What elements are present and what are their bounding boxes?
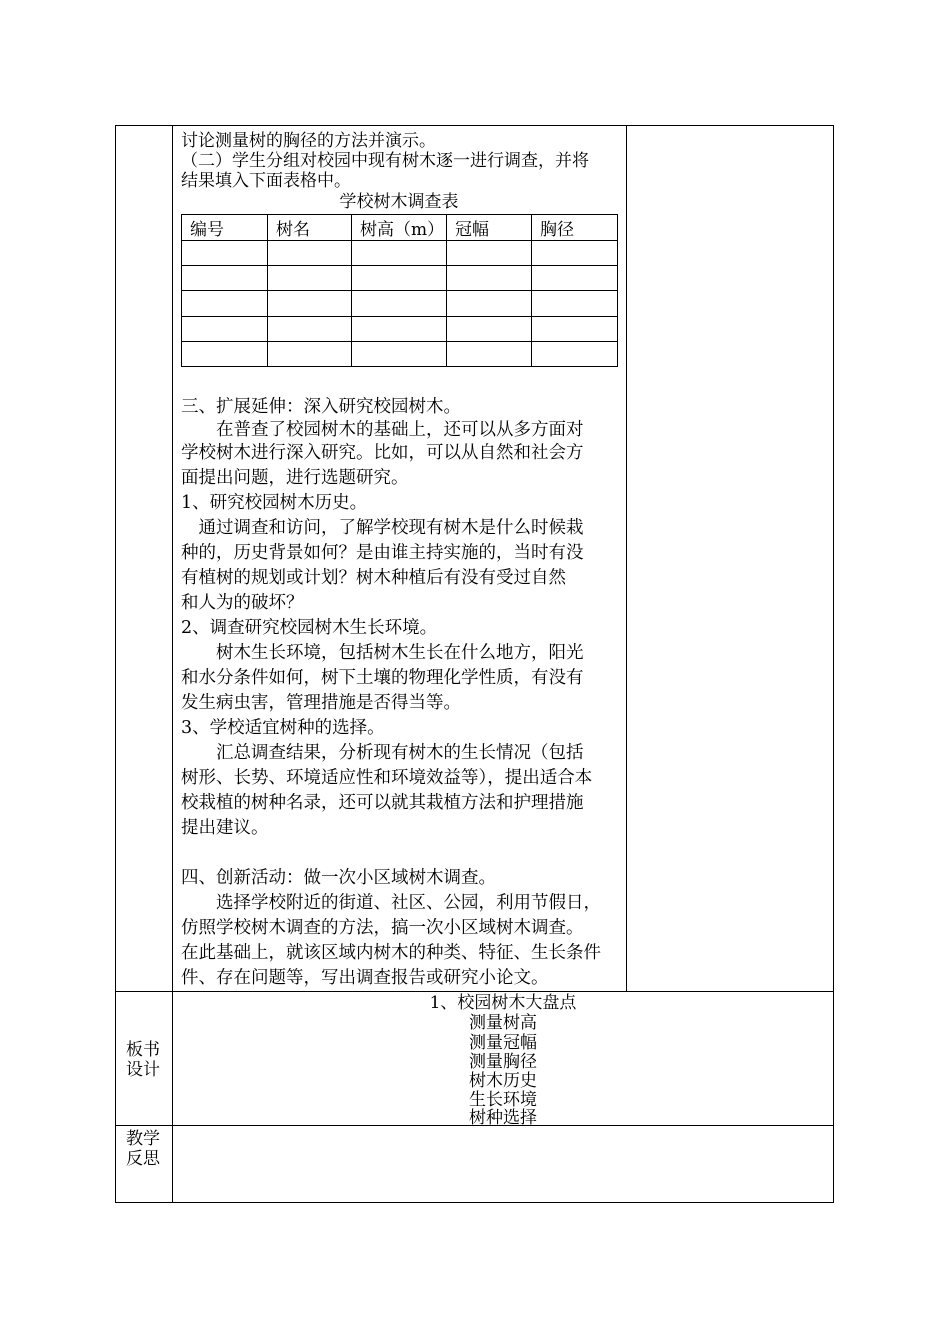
survey-cell[interactable] xyxy=(532,316,618,341)
intro-line-3: 结果填入下面表格中。 xyxy=(181,171,351,191)
board-line: 测量胸径 xyxy=(469,1052,537,1072)
body-line: 四、创新活动：做一次小区域树木调查。 xyxy=(181,868,496,888)
survey-header-cell: 树高（m） xyxy=(352,215,447,241)
border-row1-bottom xyxy=(115,991,834,992)
survey-cell[interactable] xyxy=(268,316,352,341)
body-line: 有植树的规划或计划？树木种植后有没有受过自然 xyxy=(181,568,566,588)
survey-cell[interactable] xyxy=(447,266,532,291)
body-line: 学校树木进行深入研究。比如，可以从自然和社会方 xyxy=(181,443,584,463)
survey-cell[interactable] xyxy=(352,241,447,266)
survey-row xyxy=(182,341,618,366)
body-line: 选择学校附近的街道、社区、公园，利用节假日， xyxy=(181,893,601,913)
survey-row xyxy=(182,291,618,316)
body-line: 在此基础上，就该区域内树木的种类、特征、生长条件 xyxy=(181,943,601,963)
survey-cell[interactable] xyxy=(268,341,352,366)
survey-title: 学校树木调查表 xyxy=(339,192,459,212)
body-line: 发生病虫害，管理措施是否得当等。 xyxy=(181,693,461,713)
survey-cell[interactable] xyxy=(532,266,618,291)
body-line: 3、学校适宜树种的选择。 xyxy=(181,718,385,738)
reflection-label-1: 教学 xyxy=(126,1129,160,1149)
body-line: 校栽植的树种名录，还可以就其栽植方法和护理措施 xyxy=(181,793,584,813)
survey-header-cell: 树名 xyxy=(268,215,352,241)
board-line: 测量冠幅 xyxy=(469,1033,537,1053)
survey-cell[interactable] xyxy=(447,316,532,341)
survey-row xyxy=(182,316,618,341)
body-line: 和人为的破坏？ xyxy=(181,593,304,613)
survey-cell[interactable] xyxy=(352,291,447,316)
body-line: 提出建议。 xyxy=(181,818,269,838)
survey-cell[interactable] xyxy=(352,341,447,366)
board-line: 生长环境 xyxy=(469,1090,537,1110)
survey-cell[interactable] xyxy=(352,316,447,341)
survey-cell[interactable] xyxy=(268,266,352,291)
survey-header-cell: 冠幅 xyxy=(447,215,532,241)
body-line: 面提出问题，进行选题研究。 xyxy=(181,468,409,488)
survey-cell[interactable] xyxy=(352,266,447,291)
survey-row xyxy=(182,266,618,291)
board-label-2: 设计 xyxy=(126,1060,160,1080)
intro-line-1: 讨论测量树的胸径的方法并演示。 xyxy=(181,131,436,151)
survey-row xyxy=(182,241,618,266)
survey-cell[interactable] xyxy=(447,291,532,316)
board-label-1: 板书 xyxy=(126,1040,160,1060)
border-col2 xyxy=(626,125,627,992)
survey-header-cell: 胸径 xyxy=(532,215,618,241)
border-top xyxy=(115,125,834,126)
body-line: 树形、长势、环境适应性和环境效益等），提出适合本 xyxy=(181,768,593,788)
body-line: 件、存在问题等，写出调查报告或研究小论文。 xyxy=(181,968,549,988)
body-line: 树木生长环境，包括树木生长在什么地方，阳光 xyxy=(181,643,584,663)
survey-cell[interactable] xyxy=(447,241,532,266)
board-line: 树木历史 xyxy=(469,1071,537,1091)
border-bottom xyxy=(115,1202,834,1203)
survey-cell[interactable] xyxy=(182,241,268,266)
body-line: 汇总调查结果，分析现有树木的生长情况（包括 xyxy=(181,743,584,763)
survey-cell[interactable] xyxy=(532,291,618,316)
board-line: 测量树高 xyxy=(469,1013,537,1033)
board-line: 树种选择 xyxy=(469,1108,537,1128)
survey-cell[interactable] xyxy=(532,341,618,366)
survey-header-cell: 编号 xyxy=(182,215,268,241)
body-line: 仿照学校树木调查的方法，搞一次小区域树木调查。 xyxy=(181,918,584,938)
survey-cell[interactable] xyxy=(182,266,268,291)
survey-header-row xyxy=(182,215,618,241)
body-line: 种的，历史背景如何？是由谁主持实施的，当时有没 xyxy=(181,543,584,563)
survey-cell[interactable] xyxy=(268,241,352,266)
survey-cell[interactable] xyxy=(182,341,268,366)
border-right xyxy=(833,125,834,1203)
body-line: 2、调查研究校园树木生长环境。 xyxy=(181,618,438,638)
body-line: 三、扩展延伸：深入研究校园树木。 xyxy=(181,397,461,417)
reflection-content[interactable] xyxy=(173,1126,833,1202)
survey-cell[interactable] xyxy=(182,316,268,341)
intro-line-2: （二）学生分组对校园中现有树木逐一进行调查，并将 xyxy=(181,151,589,171)
survey-table xyxy=(181,214,618,367)
survey-cell[interactable] xyxy=(182,291,268,316)
body-line: 通过调查和访问，了解学校现有树木是什么时候栽 xyxy=(181,518,584,538)
border-left xyxy=(115,125,116,1203)
survey-cell[interactable] xyxy=(447,341,532,366)
reflection-label-2: 反思 xyxy=(126,1149,160,1169)
body-line: 在普查了校园树木的基础上，还可以从多方面对 xyxy=(181,420,584,440)
survey-cell[interactable] xyxy=(268,291,352,316)
survey-cell[interactable] xyxy=(532,241,618,266)
board-line: 1、校园树木大盘点 xyxy=(429,993,577,1013)
body-line: 和水分条件如何，树下土壤的物理化学性质，有没有 xyxy=(181,668,584,688)
body-line: 1、研究校园树木历史。 xyxy=(181,493,368,513)
